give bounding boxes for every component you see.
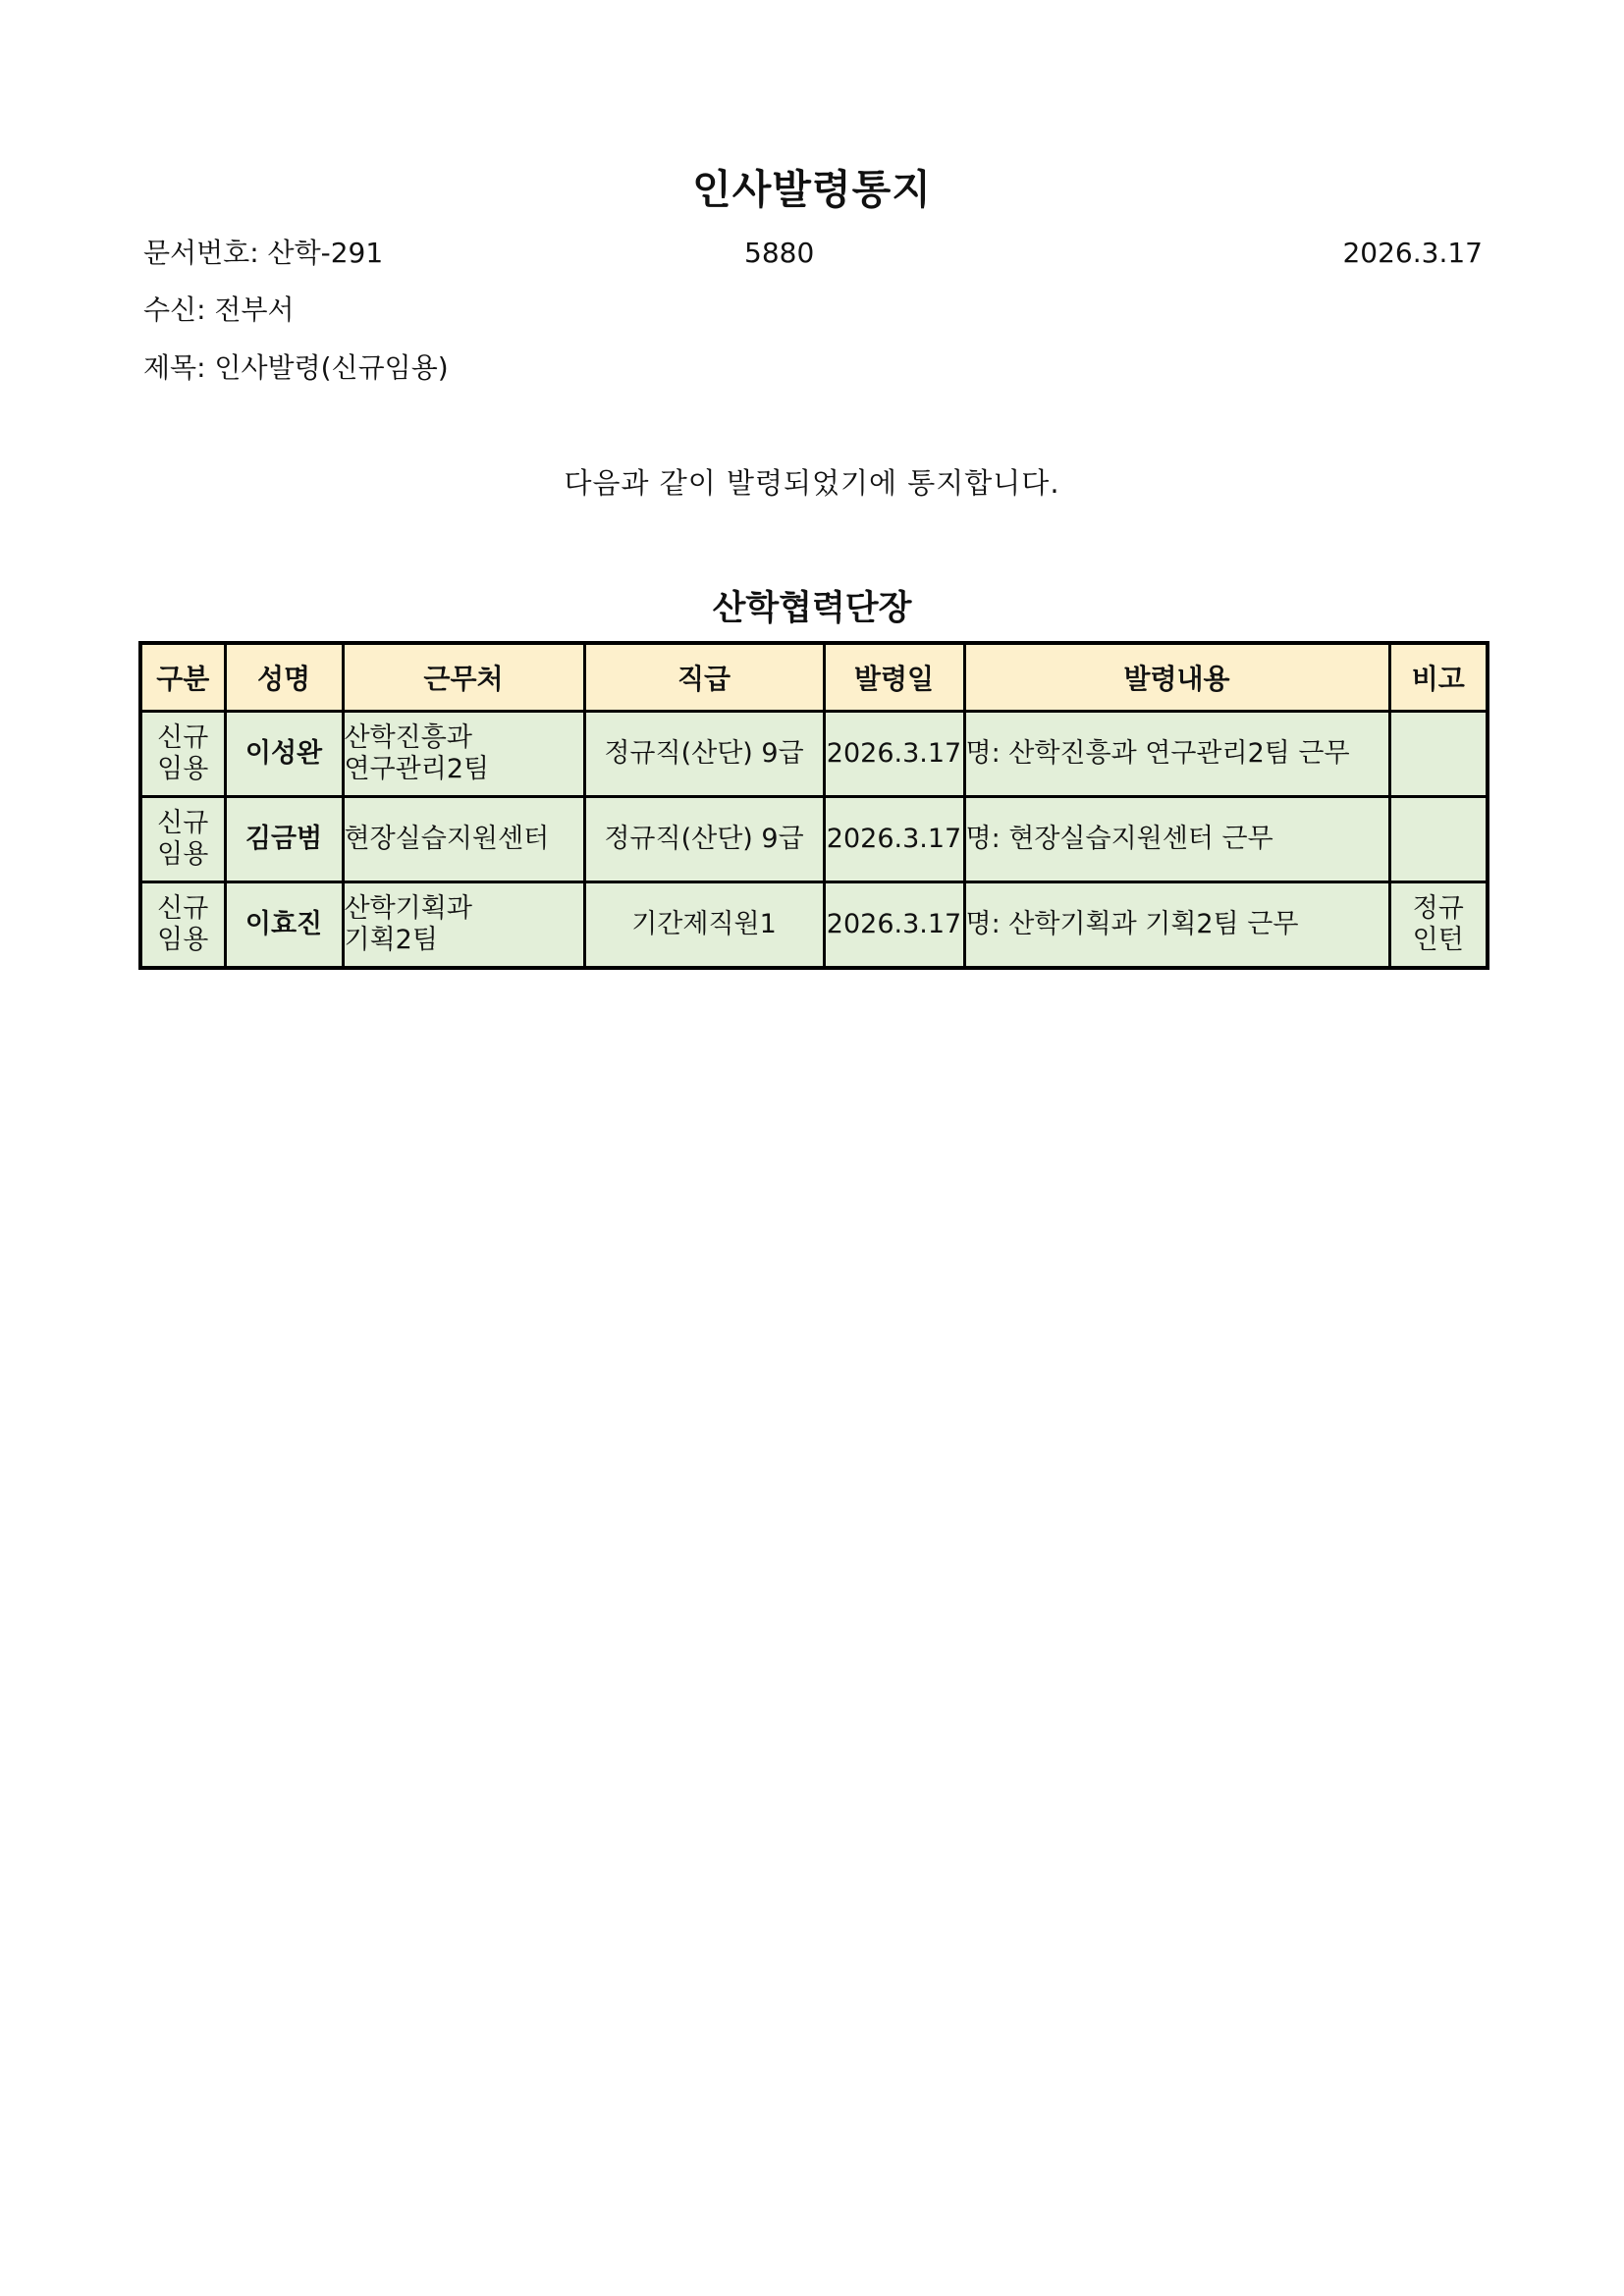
gubun-line: 임용 bbox=[157, 839, 209, 870]
doc-number-line bbox=[143, 234, 1483, 273]
cell-place bbox=[343, 882, 584, 969]
header-rank: 직급 bbox=[584, 643, 824, 712]
cell-place bbox=[343, 797, 584, 882]
header-gubun: 구분 bbox=[140, 643, 225, 712]
cell-note bbox=[1389, 712, 1488, 797]
cell-date: 2026.3.17 bbox=[824, 882, 964, 969]
place-line: 기획2팀 bbox=[344, 925, 438, 955]
cell-gubun bbox=[140, 712, 225, 797]
personnel-order-table bbox=[138, 641, 1489, 970]
signer: 산학협력단장 bbox=[712, 589, 912, 628]
cell-content: 명: 현장실습지원센터 근무 bbox=[964, 797, 1389, 882]
reference-number: 5880 bbox=[744, 237, 815, 269]
notice-sentence: 다음과 같이 발령되었기에 통지합니다. bbox=[564, 466, 1060, 500]
place-line: 연구관리2팀 bbox=[344, 754, 490, 784]
cell-content: 명: 산학진흥과 연구관리2팀 근무 bbox=[964, 712, 1389, 797]
gubun-line: 임용 bbox=[157, 754, 209, 784]
place-line: 산학진흥과 bbox=[344, 722, 472, 753]
gubun-line: 임용 bbox=[157, 925, 209, 955]
gubun-line: 신규 bbox=[157, 808, 209, 838]
document-date: 2026.3.17 bbox=[1342, 237, 1483, 269]
cell-content: 명: 산학기획과 기획2팀 근무 bbox=[964, 882, 1389, 969]
subject: 제목: 인사발령(신규임용) bbox=[143, 351, 449, 384]
cell-name: 이효진 bbox=[225, 882, 343, 969]
place-line: 현장실습지원센터 bbox=[344, 824, 550, 854]
header-name: 성명 bbox=[225, 643, 343, 712]
cell-date: 2026.3.17 bbox=[824, 797, 964, 882]
cell-gubun bbox=[140, 882, 225, 969]
cell-name: 김금범 bbox=[225, 797, 343, 882]
cell-gubun bbox=[140, 797, 225, 882]
recipient: 수신: 전부서 bbox=[143, 294, 295, 326]
table-row bbox=[140, 882, 1488, 969]
gubun-line: 신규 bbox=[157, 893, 209, 924]
cell-rank: 정규직(산단) 9급 bbox=[584, 712, 824, 797]
gubun-line: 신규 bbox=[157, 722, 209, 753]
table-header-row bbox=[140, 643, 1488, 712]
cell-note bbox=[1389, 797, 1488, 882]
cell-place bbox=[343, 712, 584, 797]
header-date: 발령일 bbox=[824, 643, 964, 712]
note-line: 인턴 bbox=[1412, 925, 1464, 955]
doc-number: 문서번호: 산학-291 bbox=[143, 237, 384, 269]
table-row bbox=[140, 712, 1488, 797]
cell-rank: 기간제직원1 bbox=[584, 882, 824, 969]
note-line: 정규 bbox=[1412, 893, 1464, 924]
header-place: 근무처 bbox=[343, 643, 584, 712]
cell-date: 2026.3.17 bbox=[824, 712, 964, 797]
place-line: 산학기획과 bbox=[344, 893, 472, 924]
header-note: 비고 bbox=[1389, 643, 1488, 712]
subject-line bbox=[143, 348, 1483, 388]
header-content: 발령내용 bbox=[964, 643, 1389, 712]
cell-rank: 정규직(산단) 9급 bbox=[584, 797, 824, 882]
cell-note bbox=[1389, 882, 1488, 969]
recipient-line bbox=[143, 291, 1483, 330]
cell-name: 이성완 bbox=[225, 712, 343, 797]
document-title: 인사발령통지 bbox=[692, 166, 932, 213]
table-row bbox=[140, 797, 1488, 882]
